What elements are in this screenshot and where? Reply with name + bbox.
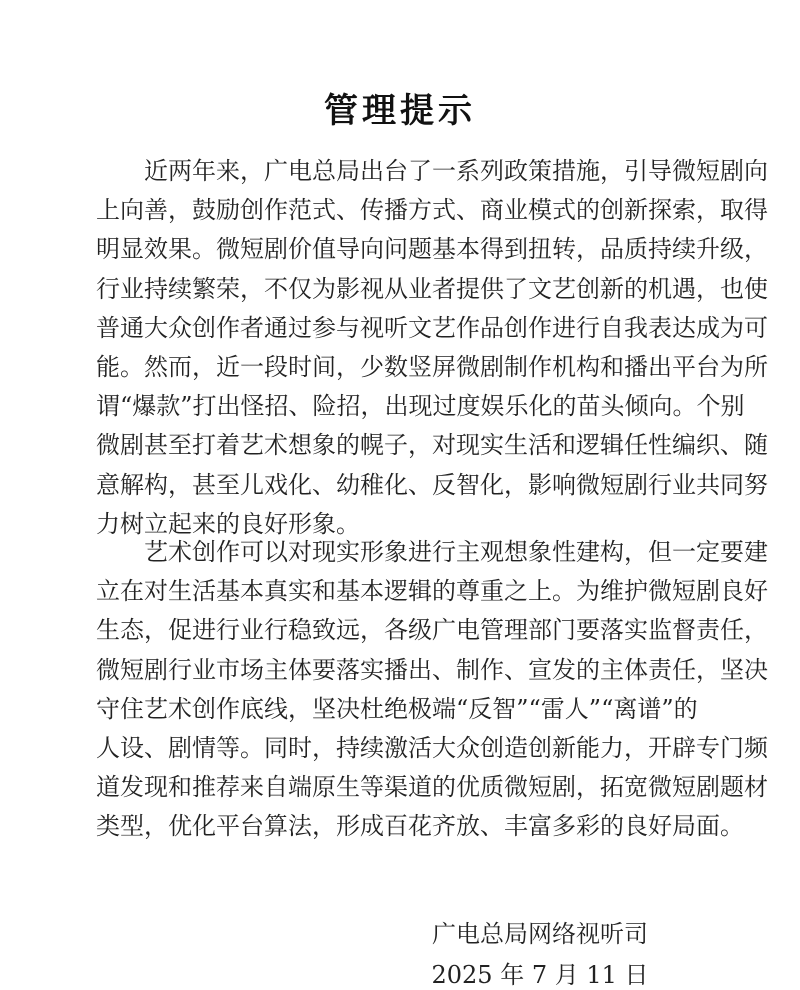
paragraph-line: 微剧甚至打着艺术想象的幌子，对现实生活和逻辑任性编织、随 <box>96 431 768 460</box>
paragraph-line: 谓“爆款”打出怪招、险招，出现过度娱乐化的苗头倾向。个别 <box>96 392 745 421</box>
paragraph-line: 类型，优化平台算法，形成百花齐放、丰富多彩的良好局面。 <box>96 812 744 841</box>
issuing-organization: 广电总局网络视听司 <box>432 920 648 948</box>
paragraph-line: 普通大众创作者通过参与视听文艺作品创作进行自我表达成为可 <box>96 313 768 342</box>
paragraph-line: 行业持续繁荣，不仅为影视从业者提供了文艺创新的机遇，也使 <box>96 274 768 303</box>
paragraph-line: 生态，促进行业行稳致远，各级广电管理部门要落实监督责任， <box>96 616 768 645</box>
paragraph-line: 立在对生活基本真实和基本逻辑的尊重之上。为维护微短剧良好 <box>96 577 768 606</box>
paragraph-line: 守住艺术创作底线，坚决杜绝极端“反智”“雷人”“离谱”的 <box>96 694 698 723</box>
paragraph-line: 人设、剧情等。同时，持续激活大众创造创新能力，开辟专门频 <box>96 734 768 763</box>
paragraph-line: 艺术创作可以对现实形象进行主观想象性建构，但一定要建 <box>144 538 768 566</box>
body-paragraph-2 <box>96 533 768 847</box>
paragraph-line: 近两年来，广电总局出台了一系列政策措施，引导微短剧向 <box>144 157 768 185</box>
paragraph-line: 力树立起来的良好形象。 <box>96 509 360 538</box>
issue-date: 2025 年 7 月 11 日 <box>431 961 649 989</box>
body-paragraph-1 <box>96 152 768 544</box>
paragraph-line: 意解构，甚至儿戏化、幼稚化、反智化，影响微短剧行业共同努 <box>96 470 768 499</box>
paragraph-line: 能。然而，近一段时间，少数竖屏微剧制作机构和播出平台为所 <box>96 353 768 382</box>
paragraph-line: 明显效果。微短剧价值导向问题基本得到扭转，品质持续升级， <box>96 235 768 264</box>
paragraph-line: 道发现和推荐来自端原生等渠道的优质微短剧，拓宽微短剧题材 <box>96 773 768 802</box>
paragraph-line: 上向善，鼓励创作范式、传播方式、商业模式的创新探索，取得 <box>96 196 768 225</box>
paragraph-line: 微短剧行业市场主体要落实播出、制作、宣发的主体责任，坚决 <box>96 655 768 684</box>
document-title: 管理提示 <box>324 91 476 131</box>
